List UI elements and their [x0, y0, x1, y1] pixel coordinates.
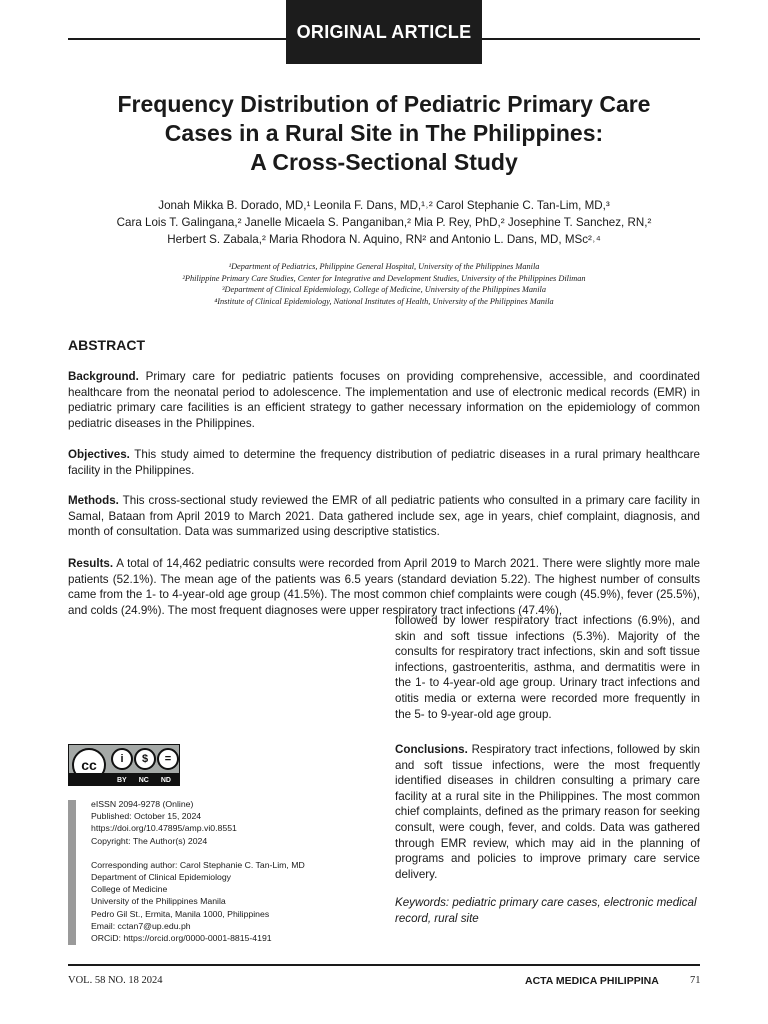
journal-name: ACTA MEDICA PHILIPPINA — [525, 975, 659, 987]
results-paragraph — [68, 556, 700, 618]
author-line: Cara Lois T. Galingana,² Janelle Micaela S. Panganiban,² Mia P. Rey, PhD,² Josephine T. Sanchez, RN,² — [116, 216, 652, 229]
conclusions-label: Conclusions. — [395, 743, 468, 756]
objectives-label: Objectives. — [68, 448, 130, 461]
college: College of Medicine — [91, 884, 168, 895]
noncommercial-icon: $ — [134, 748, 156, 770]
conclusions-text: Respiratory tract infections, followed by skin and soft tissue infections, were the most frequently identified diseases in children consulting a primary care facility at a rural site in the Philippines. The most common chief complaints, defined as the primary reason for seeking consult, were cough, fever, and colds. Data was gathered through EMR review, which may aid in the planning of programs and policies to improve primary care service delivery. — [395, 743, 700, 881]
department: Department of Clinical Epidemiology — [91, 872, 232, 883]
article-title — [60, 90, 708, 177]
copyright: Copyright: The Author(s) 2024 — [91, 835, 208, 846]
cc-labels — [111, 777, 177, 784]
results-continued: followed by lower respiratory tract infections (6.9%), and skin and soft tissue infections (5.3%). Majority of the consults for respiratory tract infections, skin and soft tissue infections, gastroenteritis, asthma, and dermatitis were in the 1- to 4-year-old age group. Urinary tract infections and otitis media or externa were recorded more frequently in the 5- to 9-year-old age group. — [395, 614, 700, 721]
affiliation: ¹Department of Pediatrics, Philippine General Hospital, University of the Philippines Manila — [228, 262, 540, 271]
conclusions-paragraph — [395, 742, 700, 882]
cc-label-nc: NC — [138, 777, 149, 784]
author-list — [40, 197, 728, 248]
objectives-paragraph — [68, 447, 700, 478]
cc-label-by: BY — [117, 777, 127, 784]
abstract-heading: ABSTRACT — [68, 337, 145, 353]
title-line: Cases in a Rural Site in The Philippines: — [164, 120, 604, 146]
publication-info — [91, 798, 305, 944]
email-link[interactable]: Email: cctan7@up.edu.ph — [91, 920, 191, 931]
article-type-badge: ORIGINAL ARTICLE — [286, 0, 482, 64]
keywords: Keywords: pediatric primary care cases, electronic medical record, rural site — [395, 896, 697, 925]
affiliation: ⁴Institute of Clinical Epidemiology, National Institutes of Health, University of the Philippines Manila — [214, 296, 554, 306]
affiliation-list — [40, 261, 728, 307]
issn: eISSN 2094-9278 (Online) — [91, 799, 194, 809]
background-text: Primary care for pediatric patients focuses on providing comprehensive, accessible, and coordinated healthcare from the neonatal period to adolescence. The implementation and use of electronic medical records (EMR) in pediatric primary care facilities is an efficient strategy to gather necessary information on the epidemiology of common pediatric diseases in the Philippines. — [68, 370, 700, 430]
address: Pedro Gil St., Ermita, Manila 1000, Philippines — [91, 908, 270, 919]
author-line: Herbert S. Zabala,² Maria Rhodora N. Aquino, RN² and Antonio L. Dans, MD, MSc²˒⁴ — [167, 233, 601, 246]
background-label: Background. — [68, 370, 139, 383]
doi-link[interactable]: https://doi.org/10.47895/amp.vi0.8551 — [91, 823, 237, 834]
info-sidebar-bar — [68, 800, 76, 945]
results-text: A total of 14,462 pediatric consults were recorded from April 2019 to March 2021. There were slightly more male patients (52.1%). The mean age of the patients was 6.5 years (standard deviation 5.22). The highest number of consults came from the 1- to 4-year-old age group (41.5%). The most common chief complaints were cough (45.9%), fever (25.5%), and colds (24.9%). The most frequent diagnoses were upper respiratory tract infections (47.4%), — [68, 557, 700, 617]
methods-text: This cross-sectional study reviewed the EMR of all pediatric patients who consulted in a primary care facility in Samal, Bataan from April 2019 to March 2021. Data gathered include sex, age in years, chief complaint, diagnosis, and month of consultation. Data was summarized using descriptive statistics. — [68, 494, 700, 539]
page-number: 71 — [690, 975, 701, 986]
orcid-link[interactable]: ORCiD: https://orcid.org/0000-0001-8815-4191 — [91, 933, 272, 944]
affiliation: ²Philippine Primary Care Studies, Center for Integrative and Development Studies, University of the Philippines Diliman — [182, 273, 586, 283]
noderivatives-icon: = — [157, 748, 179, 770]
affiliation: ³Department of Clinical Epidemiology, College of Medicine, University of the Philippines Manila — [222, 285, 546, 295]
cc-license-badge[interactable] — [68, 744, 180, 786]
methods-label: Methods. — [68, 494, 119, 507]
volume-info: VOL. 58 NO. 18 2024 — [68, 975, 163, 986]
corresponding-author: Corresponding author: Carol Stephanie C. Tan-Lim, MD — [91, 859, 305, 870]
attribution-icon: i — [111, 748, 133, 770]
cc-icon: cc — [72, 748, 106, 782]
title-line: A Cross-Sectional Study — [250, 149, 518, 175]
university: University of the Philippines Manila — [91, 896, 226, 907]
background-paragraph — [68, 369, 700, 431]
objectives-text: This study aimed to determine the frequency distribution of pediatric diseases in a rural primary healthcare facility in the Philippines. — [68, 448, 700, 477]
results-label: Results. — [68, 557, 114, 570]
methods-paragraph — [68, 493, 700, 540]
title-line: Frequency Distribution of Pediatric Primary Care — [117, 91, 651, 117]
footer-rule — [68, 964, 700, 966]
author-line: Jonah Mikka B. Dorado, MD,¹ Leonila F. Dans, MD,¹˒² Carol Stephanie C. Tan-Lim, MD,³ — [158, 199, 610, 212]
published-date: Published: October 15, 2024 — [91, 811, 202, 822]
cc-label-nd: ND — [160, 777, 171, 784]
